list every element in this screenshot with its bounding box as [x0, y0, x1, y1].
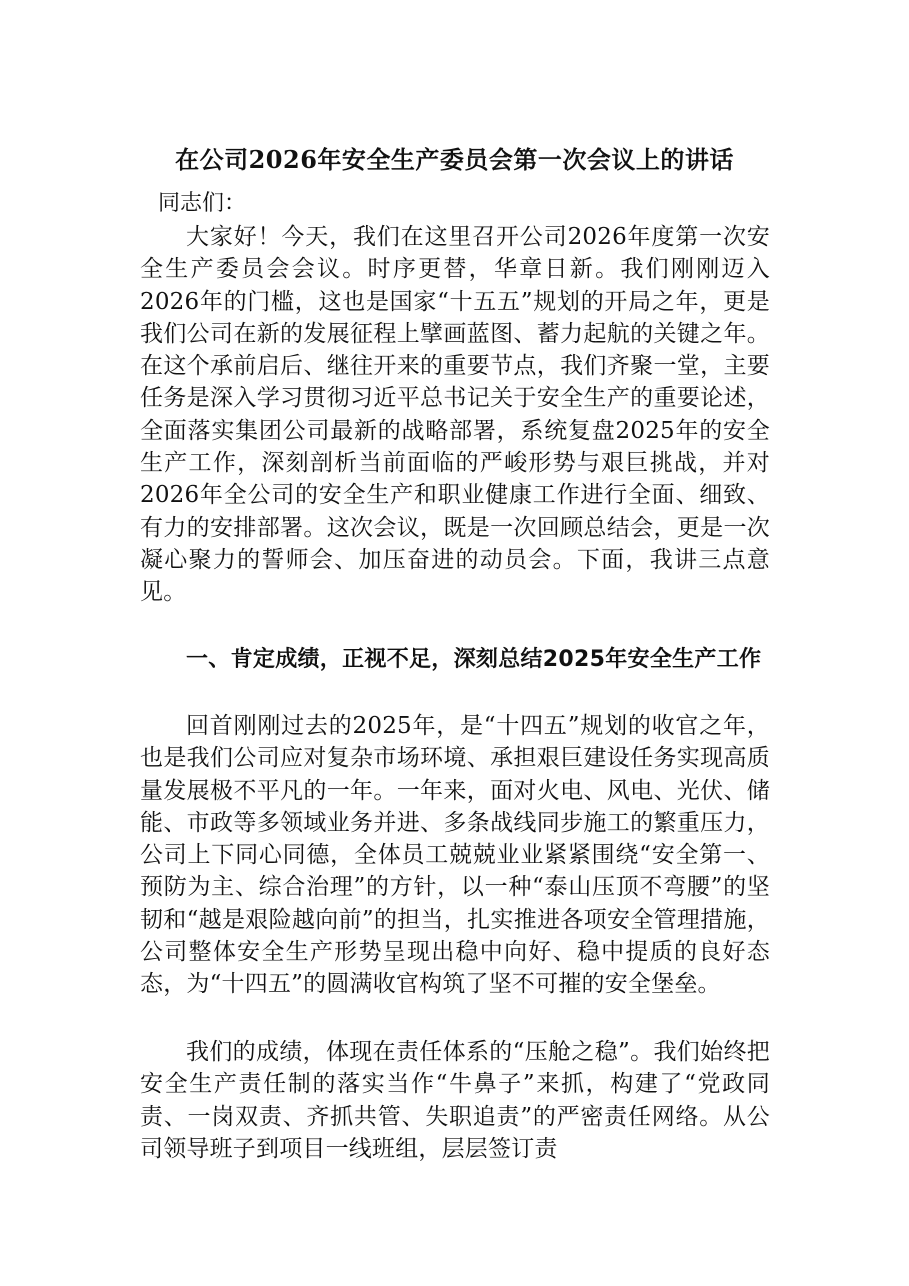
paragraph: 回首刚刚过去的2025年，是“十四五”规划的收官之年，也是我们公司应对复杂市场环境、承担艰巨建设任务实现高质量发展极不平凡的一年。一年来，面对火电、风电、光伏、储能、市政等多领域业务并进、多条战线同步施工的繁重压力，公司上下同心同德，全体员工兢兢业业紧紧围绕“安全第一、预防为主、综合治理”的方针，以一种“泰山压顶不弯腰”的坚韧和“越是艰险越向前”的担当，扎实推进各项安全管理措施，公司整体安全生产形势呈现出稳中向好、稳中提质的良好态态，为“十四五”的圆满收官构筑了坚不可摧的安全堡垒。 — [140, 713, 770, 998]
paragraph: 我们的成绩，体现在责任体系的“压舱之稳”。我们始终把安全生产责任制的落实当作“牛鼻子”来抓，构建了“党政同责、一岗双责、齐抓共管、失职追责”的严密责任网络。从公司领导班子到项目一线班组，层层签订责 — [140, 1039, 770, 1162]
salutation: 同志们： — [158, 191, 247, 216]
paragraph: 大家好！今天，我们在这里召开公司2026年度第一次安全生产委员会会议。时序更替，华章日新。我们刚刚迈入2026年的门槛，这也是国家“十五五”规划的开局之年，更是我们公司在新的发展征程上擘画蓝图、蓄力起航的关键之年。在这个承前启后、继往开来的重要节点，我们齐聚一堂，主要任务是深入学习贯彻习近平总书记关于安全生产的重要论述，全面落实集团公司最新的战略部署，系统复盘2025年的安全生产工作，深刻剖析当前面临的严峻形势与艰巨挑战，并对2026年全公司的安全生产和职业健康工作进行全面、细致、有力的安排部署。这次会议，既是一次回顾总结会，更是一次凝心聚力的誓师会、加压奋进的动员会。下面，我讲三点意见。 — [140, 224, 770, 606]
section-heading: 一、肯定成绩，正视不足，深刻总结2025年安全生产工作 — [186, 647, 762, 672]
page-title: 在公司2026年安全生产委员会第一次会议上的讲话 — [175, 145, 734, 174]
